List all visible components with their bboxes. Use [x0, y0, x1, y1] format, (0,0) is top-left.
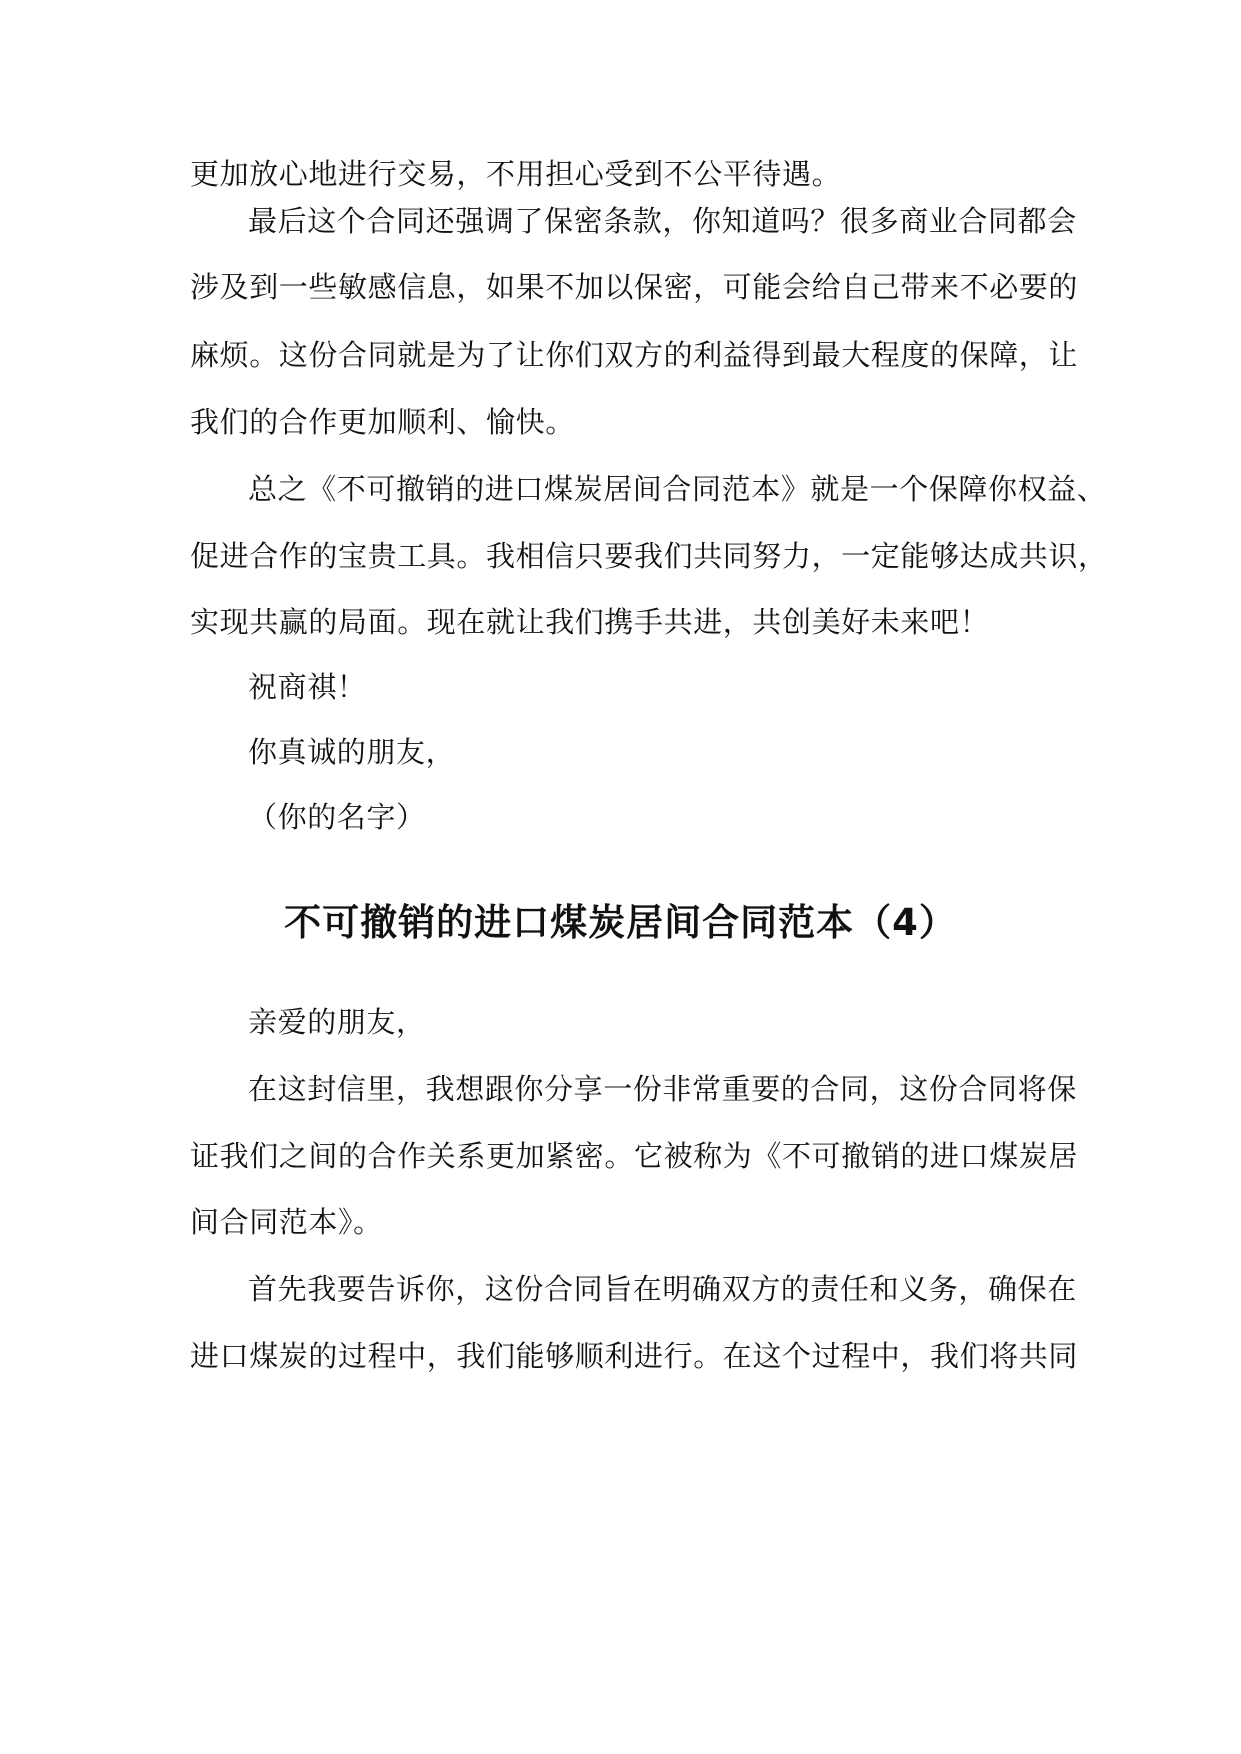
paragraph-line: 麻烦。这份合同就是为了让你们双方的利益得到最大程度的保障，让: [190, 338, 1079, 372]
greeting-line: 亲爱的朋友，: [248, 1005, 426, 1039]
closing-line: 祝商祺！: [248, 670, 367, 704]
paragraph-line: 涉及到一些敏感信息，如果不加以保密，可能会给自己带来不必要的: [190, 270, 1079, 304]
paragraph-line: 最后这个合同还强调了保密条款，你知道吗？很多商业合同都会: [248, 204, 1077, 238]
paragraph-line: 首先我要告诉你，这份合同旨在明确双方的责任和义务，确保在: [248, 1272, 1077, 1306]
signoff-line: 你真诚的朋友，: [248, 735, 456, 769]
paragraph-line: 总之《不可撤销的进口煤炭居间合同范本》就是一个保障你权益、: [248, 472, 1107, 506]
paragraph-line: 实现共赢的局面。现在就让我们携手共进，共创美好未来吧！: [190, 605, 990, 639]
signature-line: （你的名字）: [248, 800, 426, 834]
paragraph-line: 进口煤炭的过程中，我们能够顺利进行。在这个过程中，我们将共同: [190, 1339, 1079, 1373]
section-heading: 不可撤销的进口煤炭居间合同范本（4）: [284, 901, 957, 944]
paragraph-line: 证我们之间的合作关系更加紧密。它被称为《不可撤销的进口煤炭居: [190, 1139, 1079, 1173]
paragraph-line: 我们的合作更加顺利、愉快。: [190, 405, 575, 439]
paragraph-line: 更加放心地进行交易，不用担心受到不公平待遇。: [190, 157, 842, 191]
paragraph-line: 在这封信里，我想跟你分享一份非常重要的合同，这份合同将保: [248, 1072, 1077, 1106]
paragraph-line: 促进合作的宝贵工具。我相信只要我们共同努力，一定能够达成共识，: [190, 539, 1108, 573]
paragraph-line: 间合同范本》。: [190, 1205, 383, 1239]
